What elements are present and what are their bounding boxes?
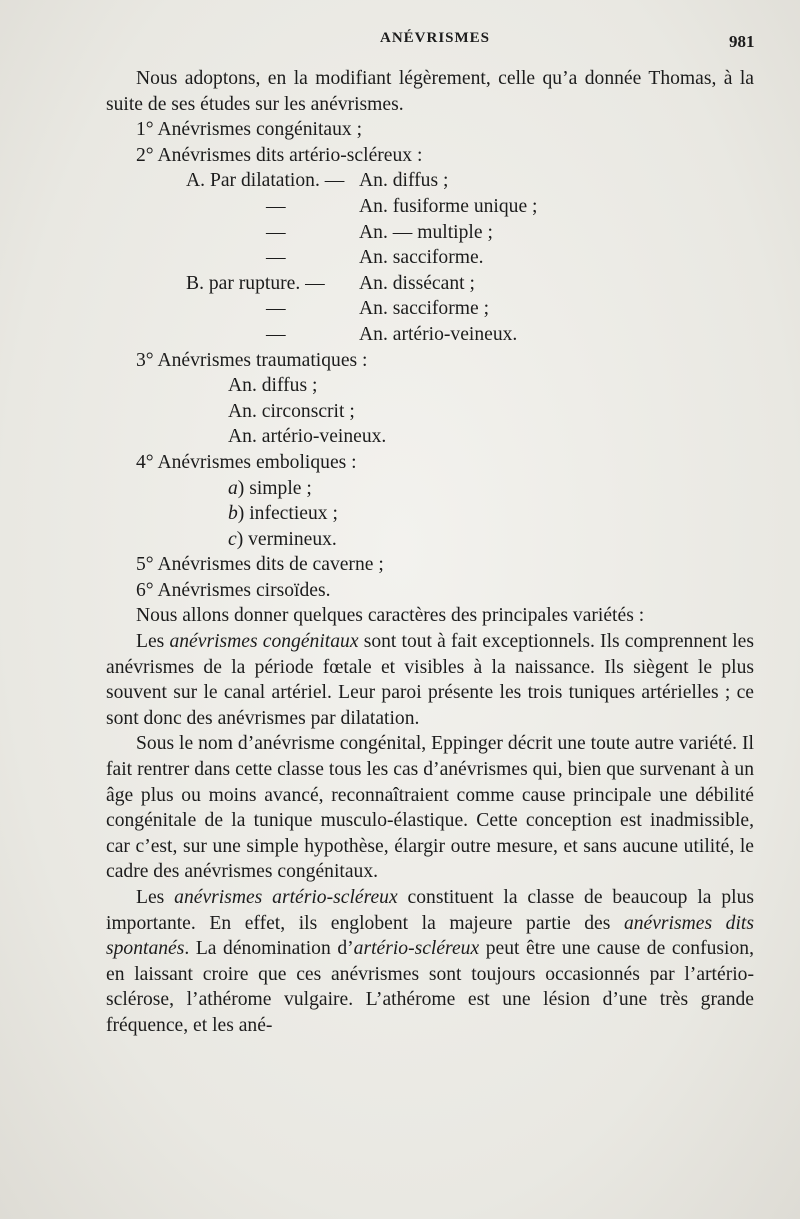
class-2a-row-3 bbox=[106, 220, 754, 246]
class-2a-label: A. Par dilatation. — bbox=[186, 170, 345, 192]
class-2a-item: An. diffus ; bbox=[359, 170, 449, 192]
term-spontanes: anévrismes dits spontanés bbox=[106, 912, 754, 960]
class-2a-item: An. fusiforme unique ; bbox=[359, 195, 538, 217]
item-letter: c bbox=[228, 528, 237, 550]
class-2b-item: An. artério-veineux. bbox=[359, 323, 518, 345]
class-4-item bbox=[106, 527, 754, 553]
class-2b-label: B. par rupture. — bbox=[186, 272, 325, 294]
paragraph-intro: Nous adoptons, en la modifiant légèrement, celle qu’a donnée Thomas, à la suite de ses études sur les anévrismes. bbox=[106, 68, 754, 115]
class-3-item: An. artério-veineux. bbox=[228, 426, 387, 448]
class-1: 1° Anévrismes congénitaux ; bbox=[136, 119, 363, 141]
item-text: ) vermineux. bbox=[236, 528, 337, 550]
term-arterio-sclereux: anévrismes artério-scléreux bbox=[174, 887, 398, 908]
page-header bbox=[0, 30, 800, 60]
paragraph-transition: Nous allons donner quelques caractères des principales variétés : bbox=[136, 605, 645, 627]
dash: — bbox=[266, 247, 286, 269]
paragraph-eppinger: Sous le nom d’anévrisme congénital, Eppinger décrit une toute autre variété. Il fait rentrer dans cette classe tous les cas d’anévrismes qui, bien que survenant à un âge plus ou moins avancé, reconnaîtraient comme cause principale une débilité congénitale de la tunique musculo-élastique. Cette conception est inadmissible, car c’est, sur une simple hypothèse, élargir outre mesure, et sans aucune utilité, le cadre des anévrismes congénitaux. bbox=[106, 733, 754, 883]
page-number: 981 bbox=[729, 32, 755, 51]
class-2a-row-1 bbox=[106, 168, 754, 194]
item-letter: b bbox=[228, 503, 238, 525]
class-2b-item: An. dissécant ; bbox=[359, 272, 475, 294]
dash: — bbox=[266, 221, 286, 243]
class-2b-row-1 bbox=[106, 271, 754, 297]
class-3: 3° Anévrismes traumatiques : bbox=[136, 349, 368, 371]
class-2a-item: An. — multiple ; bbox=[359, 221, 493, 243]
class-4-item bbox=[106, 476, 754, 502]
term-congenital: anévrismes congénitaux bbox=[169, 631, 359, 653]
class-2a-row-4 bbox=[106, 245, 754, 271]
class-3-item: An. circonscrit ; bbox=[228, 400, 355, 422]
class-2b-row-3 bbox=[106, 322, 754, 348]
item-text: ) infectieux ; bbox=[237, 503, 338, 525]
class-5: 5° Anévrismes dits de caverne ; bbox=[136, 554, 384, 576]
item-text: ) simple ; bbox=[237, 477, 312, 499]
paragraph-congenital: Les anévrismes congénitaux sont tout à fait exceptionnels. Ils comprennent les anévrismes de la période fœtale et visibles à la naissance. Ils siègent le plus souvent sur le canal artériel. Leur paroi présente les trois tuniques artérielles ; ce sont donc des anévrismes par dilatation. bbox=[106, 631, 754, 729]
class-2a-row-2 bbox=[106, 194, 754, 220]
class-2b-row-2 bbox=[106, 296, 754, 322]
paragraph-arterio-sclereux: Les anévrismes artério-scléreux constituent la classe de beaucoup la plus importante. En effet, ils englobent la majeure partie des anévrismes dits spontanés. La dénomination d’artério-scléreux peut être une cause de confusion, en laissant croire que ces anévrismes sont toujours occasionnés par l’artério-sclérose, l’athérome vulgaire. L’athérome est une lésion d’une très grande fréquence, et les ané- bbox=[106, 887, 754, 1036]
item-letter: a bbox=[228, 477, 238, 499]
class-2b-item: An. sacciforme ; bbox=[359, 298, 490, 320]
class-2: 2° Anévrismes dits artério-scléreux : bbox=[136, 144, 423, 166]
body-text bbox=[106, 66, 754, 1039]
dash: — bbox=[266, 298, 286, 320]
dash: — bbox=[266, 195, 286, 217]
class-2a-item: An. sacciforme. bbox=[359, 247, 484, 269]
running-title: ANÉVRISMES bbox=[380, 30, 491, 46]
class-4: 4° Anévrismes emboliques : bbox=[136, 451, 357, 473]
class-6: 6° Anévrismes cirsoïdes. bbox=[136, 579, 331, 601]
dash: — bbox=[266, 323, 286, 345]
term-arterio-sclereux-2: artério-scléreux bbox=[353, 938, 480, 960]
class-3-item: An. diffus ; bbox=[228, 375, 318, 397]
class-4-item bbox=[106, 501, 754, 527]
